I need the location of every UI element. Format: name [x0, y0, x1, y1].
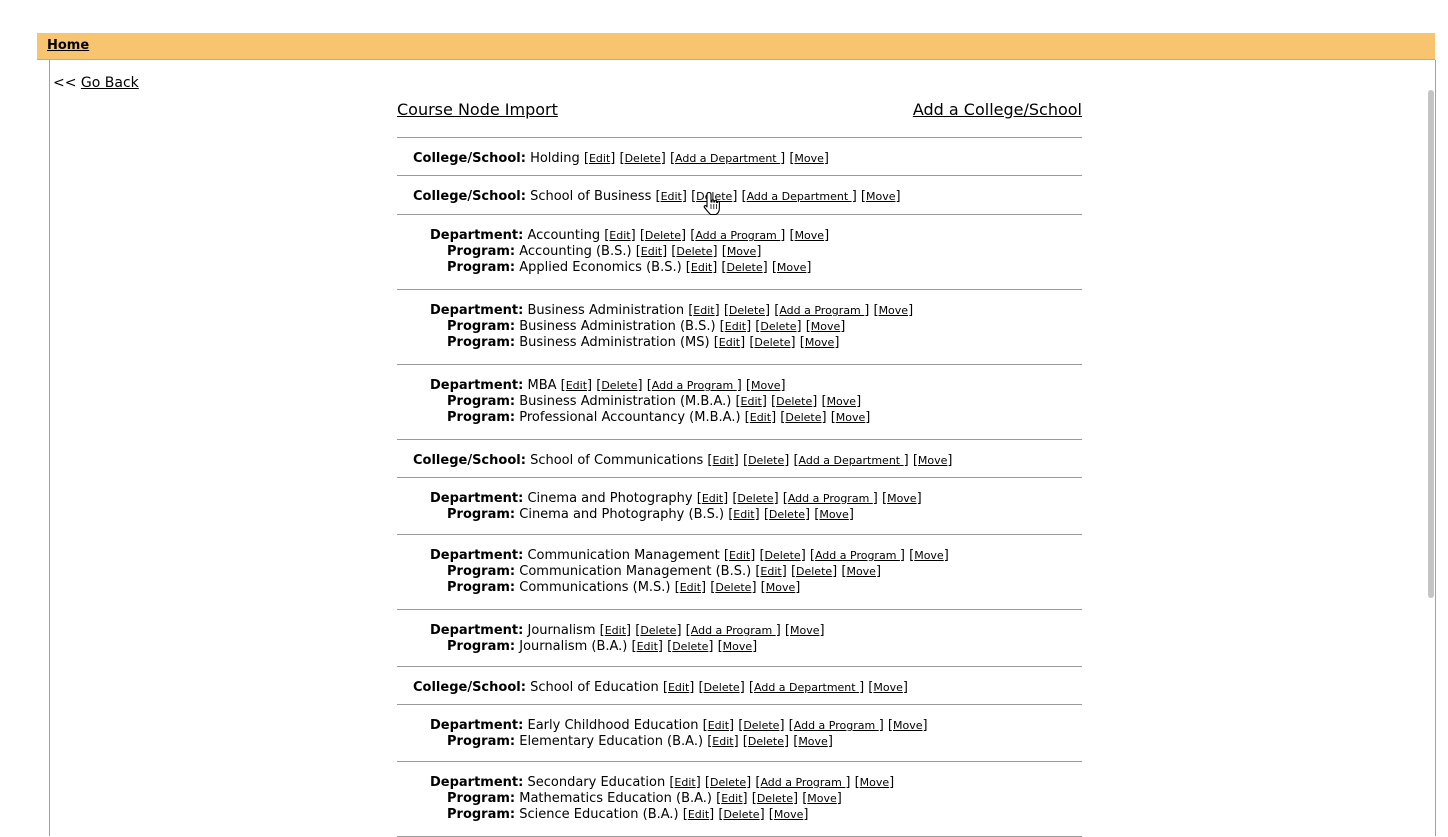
delete-link[interactable]: Delete — [601, 379, 638, 392]
program-label: Program: — [447, 639, 516, 654]
add-program-link[interactable]: Add a Program — [787, 492, 873, 505]
delete-link[interactable]: Delete — [644, 229, 682, 242]
college-row: College/School: School of Education [Edit] [Delete] [Add a Department ] [Move] — [413, 680, 908, 695]
program-row: Program: Business Administration (B.S.) [Edit] [Delete] [Move] — [447, 319, 846, 334]
edit-link[interactable]: Edit — [701, 492, 724, 505]
edit-link[interactable]: Edit — [660, 190, 682, 203]
edit-link[interactable]: Edit — [687, 808, 710, 821]
department-block — [397, 365, 1082, 440]
delete-link[interactable]: Delete — [743, 719, 780, 732]
program-row: Program: Elementary Education (B.A.) [Edit] [Delete] [Move] — [447, 734, 833, 749]
department-row: Department: Early Childhood Education [Edit] [Delete] [Add a Program ] [Move] — [430, 718, 928, 733]
program-name: Communication Management (B.S.) — [519, 564, 752, 579]
header-row — [397, 96, 1082, 138]
program-label: Program: — [447, 335, 516, 350]
program-row: Program: Business Administration (MS) [Edit] [Delete] [Move] — [447, 335, 840, 350]
program-name: Business Administration (B.S.) — [519, 319, 716, 334]
college-row: College/School: School of Communications [Edit] [Delete] [Add a Department ] [Move] — [413, 453, 953, 468]
program-label: Program: — [447, 319, 516, 334]
college-name: School of Business — [530, 189, 652, 204]
department-block — [397, 290, 1082, 365]
delete-link[interactable]: Delete — [754, 336, 791, 349]
move-link[interactable]: Move — [917, 454, 948, 467]
program-label: Program: — [447, 244, 516, 259]
program-row: Program: Science Education (B.A.) [Edit] [Delete] [Move] — [447, 807, 809, 822]
college-name: Holding — [530, 151, 580, 166]
go-back — [53, 75, 139, 91]
edit-link[interactable]: Edit — [728, 549, 751, 562]
department-name: Communication Management — [527, 548, 720, 563]
edit-link[interactable]: Edit — [565, 379, 588, 392]
delete-link[interactable]: Delete — [723, 808, 760, 821]
edit-link[interactable]: Edit — [636, 640, 658, 653]
college-label: College/School: — [413, 151, 526, 166]
course-node-import-link[interactable]: Course Node Import — [397, 100, 558, 119]
program-name: Elementary Education (B.A.) — [519, 734, 704, 749]
delete-link[interactable]: Delete — [672, 640, 709, 653]
move-link[interactable]: Move — [810, 320, 841, 333]
move-link[interactable]: Move — [878, 304, 909, 317]
program-row: Program: Professional Accountancy (M.B.A.) [Edit] [Delete] [Move] — [447, 410, 871, 425]
department-label: Department: — [430, 548, 524, 563]
department-row: Department: Journalism [Edit] [Delete] [Add a Program ] [Move] — [430, 623, 825, 638]
program-row: Program: Communications (M.S.) [Edit] [Delete] [Move] — [447, 580, 801, 595]
go-back-arrows: << — [53, 75, 77, 91]
delete-link[interactable]: Delete — [624, 152, 661, 165]
department-label: Department: — [430, 303, 524, 318]
college-row: College/School: Holding [Edit] [Delete] [Add a Department ] [Move] — [413, 151, 829, 166]
program-name: Mathematics Education (B.A.) — [519, 791, 713, 806]
edit-link[interactable]: Edit — [760, 565, 782, 578]
home-link[interactable]: Home — [47, 38, 90, 53]
program-label: Program: — [447, 734, 516, 749]
program-name: Communications (M.S.) — [519, 580, 671, 595]
program-row: Program: Journalism (B.A.) [Edit] [Delete] [Move] — [447, 639, 758, 654]
department-label: Department: — [430, 378, 524, 393]
scrollbar[interactable] — [1428, 90, 1434, 598]
department-block — [397, 478, 1082, 535]
move-link[interactable]: Move — [789, 624, 820, 637]
add-department-link[interactable]: Add a Department — [798, 454, 904, 467]
move-link[interactable]: Move — [865, 190, 896, 203]
delete-link[interactable]: Delete — [776, 395, 813, 408]
delete-link[interactable]: Delete — [747, 735, 785, 748]
delete-link[interactable]: Delete — [726, 261, 763, 274]
college-row: College/School: School of Business [Edit] [Delete] [Add a Department ] [Move] — [413, 189, 901, 204]
program-label: Program: — [447, 791, 516, 806]
move-link[interactable]: Move — [914, 549, 944, 562]
program-name: Professional Accountancy (M.B.A.) — [519, 410, 741, 425]
department-name: Accounting — [527, 228, 601, 243]
program-label: Program: — [447, 507, 516, 522]
department-row: Department: MBA [Edit] [Delete] [Add a Program ] [Move] — [430, 378, 786, 393]
edit-link[interactable]: Edit — [679, 581, 702, 594]
edit-link[interactable]: Edit — [724, 320, 747, 333]
department-block — [397, 610, 1082, 667]
move-link[interactable]: Move — [819, 508, 849, 521]
college-block — [397, 667, 1082, 705]
edit-link[interactable]: Edit — [721, 792, 743, 805]
edit-link[interactable]: Edit — [733, 508, 755, 521]
move-link[interactable]: Move — [804, 336, 835, 349]
delete-link[interactable]: Delete — [715, 581, 752, 594]
program-row: Program: Accounting (B.S.) [Edit] [Delete] [Move] — [447, 244, 762, 259]
program-name: Business Administration (MS) — [519, 335, 710, 350]
add-department-link[interactable]: Add a Department — [754, 681, 860, 694]
department-row: Department: Business Administration [Edit] [Delete] [Add a Program ] [Move] — [430, 303, 914, 318]
college-block — [397, 138, 1082, 176]
move-link[interactable]: Move — [798, 735, 828, 748]
move-link[interactable]: Move — [807, 792, 837, 805]
top-nav-bar — [37, 33, 1435, 60]
department-name: Business Administration — [527, 303, 685, 318]
program-label: Program: — [447, 410, 516, 425]
college-block — [397, 176, 1082, 215]
department-block — [397, 762, 1082, 837]
delete-link[interactable]: Delete — [768, 508, 806, 521]
add-program-link[interactable]: Add a Program — [695, 229, 781, 242]
program-name: Accounting (B.S.) — [519, 244, 632, 259]
move-link[interactable]: Move — [794, 152, 824, 165]
edit-link[interactable]: Edit — [640, 245, 663, 258]
delete-link[interactable]: Delete — [764, 549, 801, 562]
delete-link[interactable]: Delete — [640, 624, 677, 637]
department-name: Cinema and Photography — [527, 491, 693, 506]
edit-link[interactable]: Edit — [609, 229, 631, 242]
delete-link[interactable]: Delete — [748, 454, 785, 467]
department-name: Journalism — [527, 623, 596, 638]
add-program-link[interactable]: Add a Program — [779, 304, 865, 317]
program-name: Business Administration (M.B.A.) — [519, 394, 732, 409]
department-label: Department: — [430, 718, 524, 733]
delete-link[interactable]: Delete — [785, 411, 822, 424]
program-label: Program: — [447, 564, 516, 579]
edit-link[interactable]: Edit — [740, 395, 762, 408]
add-department-link[interactable]: Add a Department — [675, 152, 781, 165]
move-link[interactable]: Move — [892, 719, 923, 732]
delete-link[interactable]: Delete — [710, 776, 747, 789]
department-name: MBA — [527, 378, 557, 393]
department-block — [397, 705, 1082, 762]
delete-link[interactable]: Delete — [728, 304, 766, 317]
department-row: Department: Accounting [Edit] [Delete] [Add a Program ] [Move] — [430, 228, 830, 243]
program-label: Program: — [447, 394, 516, 409]
add-program-link[interactable]: Add a Program — [814, 549, 900, 562]
delete-link[interactable]: Delete — [796, 565, 833, 578]
add-department-link[interactable]: Add a Department — [746, 190, 852, 203]
department-label: Department: — [430, 775, 524, 790]
college-label: College/School: — [413, 680, 526, 695]
add-college-link[interactable]: Add a College/School — [912, 100, 1082, 119]
move-link[interactable]: Move — [722, 640, 753, 653]
program-label: Program: — [447, 807, 516, 822]
add-program-link[interactable]: Add a Program — [793, 719, 879, 732]
program-row: Program: Mathematics Education (B.A.) [Edit] [Delete] [Move] — [447, 791, 842, 806]
move-link[interactable]: Move — [765, 581, 796, 594]
edit-link[interactable]: Edit — [749, 411, 772, 424]
move-link[interactable]: Move — [873, 681, 903, 694]
department-row: Department: Communication Management [Edit] [Delete] [Add a Program ] [Move] — [430, 548, 949, 563]
move-link[interactable]: Move — [726, 245, 757, 258]
move-link[interactable]: Move — [773, 808, 804, 821]
edit-link[interactable]: Edit — [693, 304, 715, 317]
department-label: Department: — [430, 623, 524, 638]
edit-link[interactable]: Edit — [588, 152, 611, 165]
move-link[interactable]: Move — [826, 395, 857, 408]
move-link[interactable]: Move — [846, 565, 876, 578]
delete-link[interactable]: Delete — [756, 792, 793, 805]
department-block — [397, 215, 1082, 290]
edit-link[interactable]: Edit — [674, 776, 696, 789]
go-back-link[interactable]: Go Back — [80, 75, 139, 91]
program-row: Program: Communication Management (B.S.) [Edit] [Delete] [Move] — [447, 564, 882, 579]
add-program-link[interactable]: Add a Program — [690, 624, 776, 637]
department-block — [397, 535, 1082, 610]
program-name: Applied Economics (B.S.) — [519, 260, 682, 275]
add-program-link[interactable]: Add a Program — [760, 776, 846, 789]
move-link[interactable]: Move — [776, 261, 807, 274]
hand-pointer-icon — [702, 191, 724, 217]
program-row: Program: Business Administration (M.B.A.) [Edit] [Delete] [Move] — [447, 394, 862, 409]
move-link[interactable]: Move — [859, 776, 890, 789]
department-row: Department: Cinema and Photography [Edit] [Delete] [Add a Program ] [Move] — [430, 491, 922, 506]
edit-link[interactable]: Edit — [667, 681, 690, 694]
college-label: College/School: — [413, 189, 526, 204]
college-name: School of Education — [530, 680, 659, 695]
edit-link[interactable]: Edit — [707, 719, 730, 732]
edit-link[interactable]: Edit — [712, 454, 734, 467]
program-name: Science Education (B.A.) — [519, 807, 679, 822]
program-name: Cinema and Photography (B.S.) — [519, 507, 725, 522]
edit-link[interactable]: Edit — [604, 624, 627, 637]
department-label: Department: — [430, 228, 524, 243]
department-name: Early Childhood Education — [527, 718, 699, 733]
move-link[interactable]: Move — [794, 229, 825, 242]
college-block — [397, 440, 1082, 478]
department-name: Secondary Education — [527, 775, 666, 790]
delete-link[interactable]: Delete — [696, 190, 733, 203]
college-label: College/School: — [413, 453, 526, 468]
delete-link[interactable]: Delete — [676, 245, 713, 258]
edit-link[interactable]: Edit — [690, 261, 713, 274]
program-name: Journalism (B.A.) — [519, 639, 628, 654]
edit-link[interactable]: Edit — [712, 735, 734, 748]
college-name: School of Communications — [530, 453, 704, 468]
program-label: Program: — [447, 260, 516, 275]
department-label: Department: — [430, 491, 524, 506]
move-link[interactable]: Move — [751, 379, 781, 392]
edit-link[interactable]: Edit — [718, 336, 741, 349]
move-link[interactable]: Move — [835, 411, 866, 424]
delete-link[interactable]: Delete — [760, 320, 797, 333]
delete-link[interactable]: Delete — [737, 492, 774, 505]
program-label: Program: — [447, 580, 516, 595]
program-row: Program: Cinema and Photography (B.S.) [Edit] [Delete] [Move] — [447, 507, 854, 522]
course-node-tree — [397, 96, 1082, 837]
delete-link[interactable]: Delete — [703, 681, 740, 694]
department-row: Department: Secondary Education [Edit] [Delete] [Add a Program ] [Move] — [430, 775, 895, 790]
add-program-link[interactable]: Add a Program — [651, 379, 737, 392]
move-link[interactable]: Move — [887, 492, 917, 505]
program-row: Program: Applied Economics (B.S.) [Edit] [Delete] [Move] — [447, 260, 812, 275]
